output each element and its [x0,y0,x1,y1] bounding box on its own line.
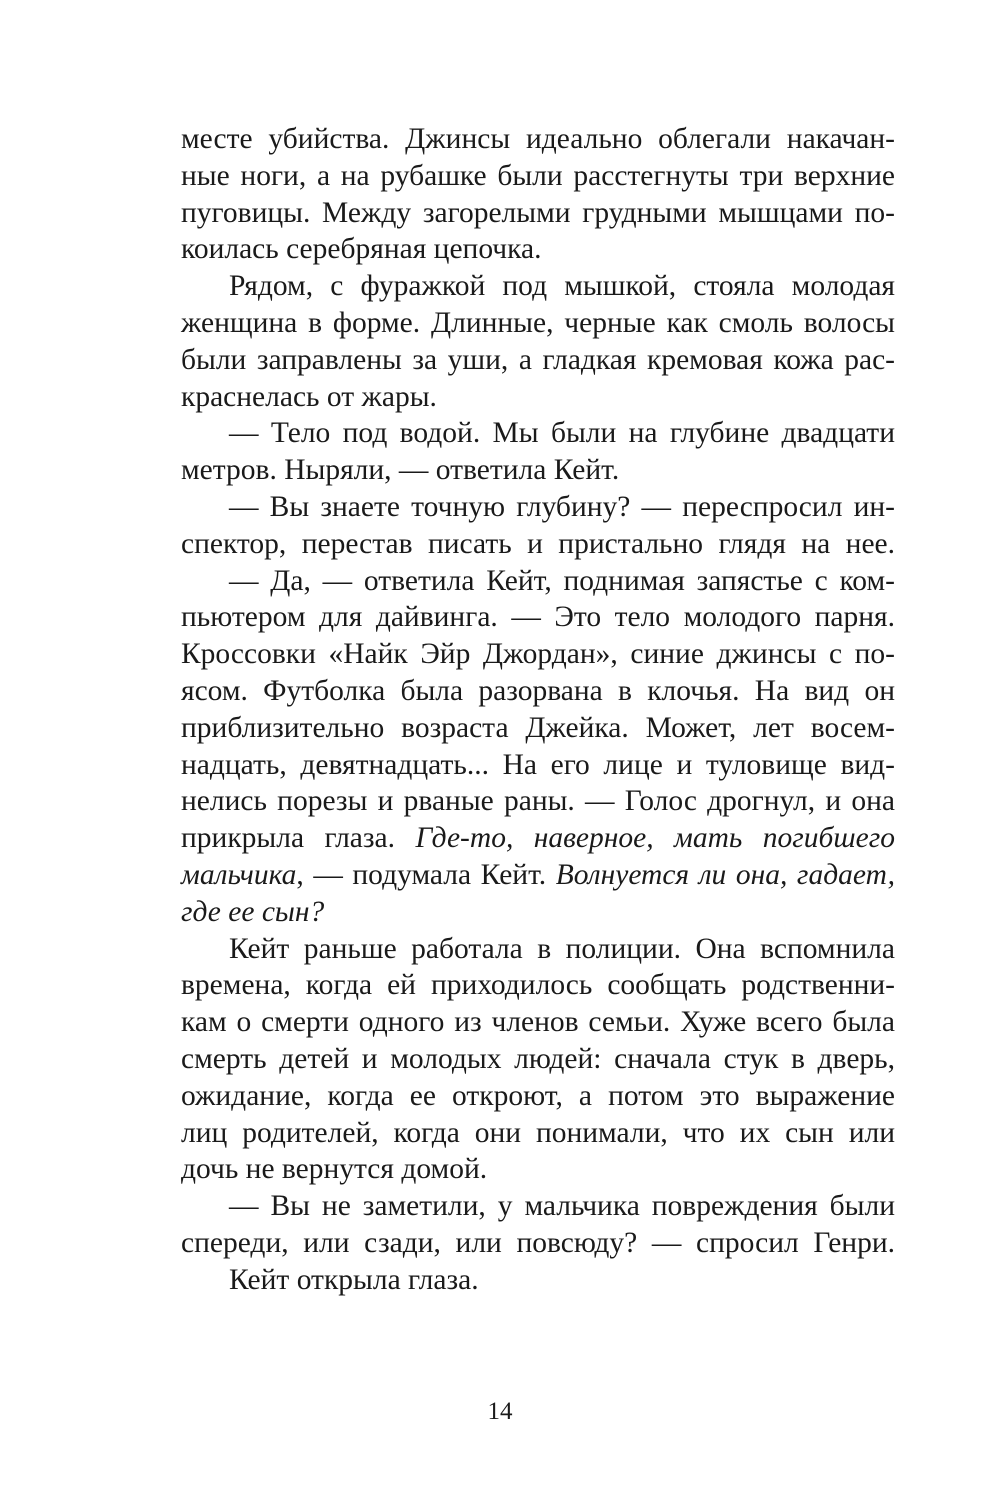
text-line [181,820,895,857]
text-line [181,673,895,710]
page-text [181,121,895,1299]
text-line [181,1115,895,1152]
text-line [181,121,895,158]
page-number: 14 [487,1398,513,1425]
text-line [181,783,895,820]
text-line [181,415,895,452]
text-line [181,195,895,232]
text-line [181,231,895,268]
italic-text-run: мальчика [181,858,297,891]
text-line [181,1041,895,1078]
text-run: спектор, перестав писать и пристально глядя на нее. [181,527,895,560]
italic-text-run: Волнуется ли она, гадает, [555,858,895,891]
text-line [181,1225,895,1262]
text-line [181,1151,895,1188]
text-run: ясом. Футболка была разорвана в клочья. На вид он [181,674,895,707]
text-run: надцать, девятнадцать... На его лице и туловище вид- [181,748,895,781]
text-run: пуговицы. Между загорелыми грудными мышцами по- [181,196,895,229]
text-run: , — подумала Кейт. [296,858,556,891]
text-line [181,967,895,1004]
text-run: прикрыла глаза. [181,822,416,855]
text-run: — Вы не заметили, у мальчика повреждения были [229,1190,895,1223]
text-run: метров. Ныряли, — ответила Кейт. [181,454,620,487]
text-line [181,342,895,379]
text-line [181,379,895,416]
text-line [181,452,895,489]
text-run: Кроссовки «Найк Эйр Джордан», синие джинсы с по- [181,638,895,671]
text-run: дочь не вернутся домой. [181,1153,488,1186]
text-run: Кейт раньше работала в полиции. Она вспомнила [229,932,895,965]
text-line [181,599,895,636]
text-run: пьютером для дайвинга. — Это тело молодого парня. [181,601,895,634]
text-run: смерть детей и молодых людей: сначала стук в дверь, [181,1042,895,1075]
text-run: — Тело под водой. Мы были на глубине двадцати [229,417,895,450]
text-line [181,268,895,305]
text-run: женщина в форме. Длинные, черные как смоль волосы [181,306,895,339]
text-line [181,857,895,894]
text-run: Кейт открыла глаза. [229,1263,479,1296]
text-run: были заправлены за уши, а гладкая кремовая кожа рас- [181,343,895,376]
text-line [181,563,895,600]
text-run: времена, когда ей приходилось сообщать родственни- [181,969,895,1002]
text-run: спереди, или сзади, или повсюду? — спросил Генри. [181,1226,895,1259]
italic-text-run: Где-то, наверное, мать погибшего [415,822,895,855]
italic-text-run: где ее сын? [181,895,325,928]
text-line [181,747,895,784]
text-run: кам о смерти одного из членов семьи. Хуже всего была [181,1006,895,1039]
text-line [181,1262,895,1299]
text-run: коилась серебряная цепочка. [181,233,542,266]
text-run: — Вы знаете точную глубину? — переспросил ин- [229,490,895,523]
text-run: ожидание, когда ее откроют, а потом это выражение [181,1079,895,1112]
text-run: лиц родителей, когда они понимали, что их сын или [181,1116,895,1149]
text-line [181,636,895,673]
text-line [181,1078,895,1115]
text-run: нелись порезы и рваные раны. — Голос дрогнул, и она [181,785,895,818]
text-run: Рядом, с фуражкой под мышкой, стояла молодая [229,270,895,303]
text-line [181,710,895,747]
text-run: приблизительно возраста Джейка. Может, лет восем- [181,711,895,744]
text-line [181,158,895,195]
text-line [181,526,895,563]
text-run: ные ноги, а на рубашке были расстегнуты три верхние [181,159,895,192]
text-line [181,1188,895,1225]
text-run: краснелась от жары. [181,380,437,413]
text-line [181,1004,895,1041]
text-line [181,894,895,931]
text-line [181,489,895,526]
text-line [181,931,895,968]
text-run: — Да, — ответила Кейт, поднимая запястье с ком- [229,564,895,597]
text-run: месте убийства. Джинсы идеально облегали накачан- [181,123,895,155]
text-line [181,305,895,342]
